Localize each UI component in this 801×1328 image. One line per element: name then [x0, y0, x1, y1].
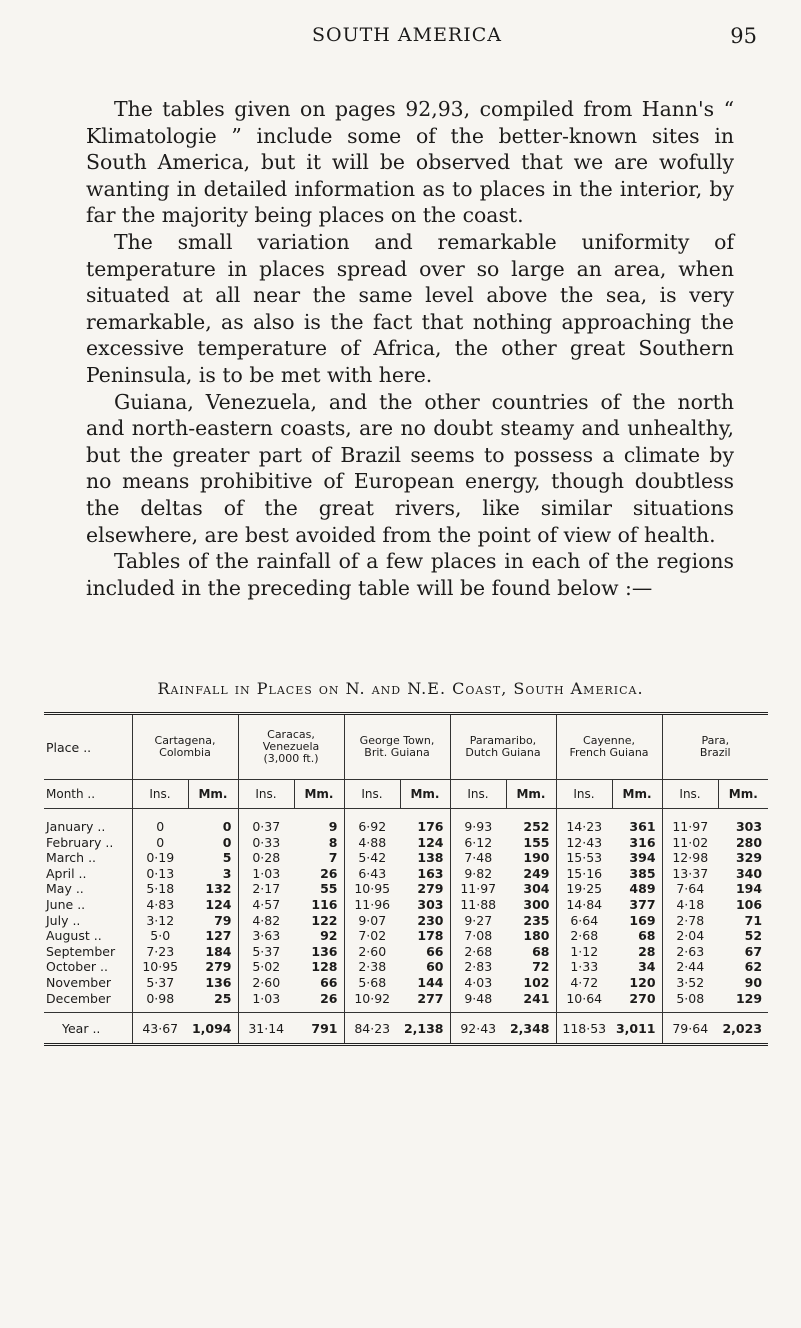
mm-header: Mm.	[400, 780, 450, 809]
ins-cell: 10·95	[344, 881, 400, 897]
station-cartagena: Cartagena, Colombia	[132, 714, 238, 780]
mm-cell: 0	[222, 834, 232, 850]
ins-cell: 19·25	[556, 881, 612, 897]
month-cell: November	[46, 974, 112, 990]
mm-cell: 8	[328, 834, 338, 850]
table-row	[44, 835, 768, 851]
mm-cell: 106	[735, 896, 763, 912]
ins-cell: 4·57	[238, 897, 294, 913]
mm-header: Mm.	[188, 780, 238, 809]
ins-cell: 9·82	[450, 866, 506, 882]
mm-cell: 26	[320, 990, 338, 1006]
paragraph-3: Guiana, Venezuela, and the other countries of the north and north-eastern coasts, are no doubt steamy and unhealthy, but the greater part of Brazil seems to possess a climate by no means prohibitive of European energy, though doubtless the deltas of the great rivers, like similar situations elsewhere, are best avoided from the point of view of health.	[86, 389, 734, 547]
ins-header: Ins.	[132, 780, 188, 809]
total-mm: 3,011	[612, 1013, 662, 1045]
total-mm: 2,023	[718, 1013, 768, 1045]
ins-cell: 11·02	[662, 835, 718, 851]
month-cell: February ..	[46, 834, 114, 850]
mm-cell: 68	[532, 943, 550, 959]
ins-cell: 10·64	[556, 991, 612, 1013]
ins-cell: 2·44	[662, 959, 718, 975]
place-label: Place ..	[46, 739, 92, 755]
mm-cell: 329	[735, 850, 763, 866]
total-ins: 43·67	[132, 1013, 188, 1045]
mm-cell: 230	[417, 912, 444, 928]
month-cell: May ..	[46, 881, 84, 897]
ins-cell: 7·08	[450, 928, 506, 944]
ins-cell: 4·18	[662, 897, 718, 913]
ins-header: Ins.	[662, 780, 718, 809]
mm-cell: 120	[629, 974, 656, 990]
ins-cell: 4·82	[238, 913, 294, 929]
mm-cell: 90	[744, 974, 763, 990]
ins-cell: 7·02	[344, 928, 400, 944]
mm-cell: 270	[629, 990, 656, 1006]
mm-cell: 129	[735, 990, 763, 1006]
ins-cell: 0·98	[132, 991, 188, 1013]
ins-cell: 13·37	[662, 866, 718, 882]
paragraph-2: The small variation and remarkable uniformity of temperature in places spread over so large an area, when situated at all near the same level above the sea, is very remarkable, as also is the fact that nothing approaching the excessive temperature of Africa, the other great Southern Peninsula, is to be met with here.	[86, 229, 734, 387]
ins-header: Ins.	[450, 780, 506, 809]
running-head	[0, 24, 801, 54]
mm-header: Mm.	[506, 780, 556, 809]
ins-cell: 7·64	[662, 881, 718, 897]
ins-cell: 2·83	[450, 959, 506, 975]
ins-cell: 11·97	[450, 881, 506, 897]
ins-cell: 3·12	[132, 913, 188, 929]
mm-cell: 124	[205, 896, 232, 912]
mm-cell: 67	[744, 943, 763, 959]
unit-header-row	[44, 780, 768, 809]
month-cell: July ..	[46, 912, 81, 928]
month-cell: January ..	[46, 819, 106, 834]
table-row	[44, 959, 768, 975]
ins-cell: 0	[132, 835, 188, 851]
mm-cell: 303	[417, 896, 444, 912]
station-header-row	[44, 714, 768, 780]
ins-cell: 5·08	[662, 991, 718, 1013]
ins-cell: 3·52	[662, 975, 718, 991]
ins-cell: 11·96	[344, 897, 400, 913]
total-ins: 92·43	[450, 1013, 506, 1045]
ins-cell: 15·16	[556, 866, 612, 882]
running-title: SOUTH AMERICA	[312, 24, 503, 46]
mm-cell: 34	[638, 959, 656, 975]
ins-cell: 7·23	[132, 944, 188, 960]
mm-cell: 25	[214, 990, 232, 1006]
table-row	[44, 866, 768, 882]
ins-cell: 6·12	[450, 835, 506, 851]
mm-cell: 176	[417, 819, 444, 834]
mm-cell: 300	[523, 896, 550, 912]
mm-cell: 180	[523, 928, 550, 944]
ins-cell: 0·19	[132, 850, 188, 866]
ins-cell: 2·17	[238, 881, 294, 897]
mm-cell: 249	[523, 865, 550, 881]
mm-cell: 194	[735, 881, 763, 897]
mm-header: Mm.	[612, 780, 662, 809]
mm-cell: 394	[629, 850, 656, 866]
total-ins: 118·53	[556, 1013, 612, 1045]
ins-cell: 9·07	[344, 913, 400, 929]
mm-cell: 361	[629, 819, 656, 834]
ins-cell: 1·33	[556, 959, 612, 975]
table-row	[44, 991, 768, 1013]
mm-cell: 377	[629, 896, 656, 912]
mm-cell: 241	[523, 990, 550, 1006]
mm-header: Mm.	[294, 780, 344, 809]
mm-cell: 279	[417, 881, 444, 897]
mm-cell: 102	[523, 974, 550, 990]
ins-cell: 11·88	[450, 897, 506, 913]
table-row	[44, 809, 768, 835]
mm-cell: 28	[638, 943, 656, 959]
mm-cell: 127	[205, 928, 232, 944]
mm-cell: 60	[426, 959, 444, 975]
mm-cell: 316	[629, 834, 656, 850]
ins-cell: 6·43	[344, 866, 400, 882]
mm-cell: 178	[417, 928, 444, 944]
ins-cell: 5·18	[132, 881, 188, 897]
ins-cell: 10·95	[132, 959, 188, 975]
ins-cell: 5·42	[344, 850, 400, 866]
station-george-town: George Town, Brit. Guiana	[344, 714, 450, 780]
month-cell: August ..	[46, 928, 102, 944]
mm-cell: 252	[523, 819, 550, 834]
table-row	[44, 897, 768, 913]
total-mm: 2,138	[400, 1013, 450, 1045]
table-row	[44, 913, 768, 929]
ins-cell: 2·78	[662, 913, 718, 929]
ins-cell: 9·27	[450, 913, 506, 929]
ins-cell: 5·37	[132, 975, 188, 991]
ins-cell: 0·13	[132, 866, 188, 882]
mm-cell: 9	[328, 819, 338, 834]
ins-cell: 2·68	[556, 928, 612, 944]
ins-cell: 14·23	[556, 809, 612, 835]
mm-cell: 235	[523, 912, 550, 928]
mm-cell: 340	[735, 865, 763, 881]
mm-cell: 155	[523, 834, 550, 850]
total-ins: 79·64	[662, 1013, 718, 1045]
month-cell: December	[46, 990, 111, 1006]
ins-cell: 3·63	[238, 928, 294, 944]
station-para: Para, Brazil	[662, 714, 768, 780]
ins-cell: 1·03	[238, 866, 294, 882]
mm-cell: 122	[311, 912, 338, 928]
table-row	[44, 928, 768, 944]
ins-cell: 4·72	[556, 975, 612, 991]
mm-cell: 124	[417, 834, 444, 850]
ins-cell: 5·02	[238, 959, 294, 975]
ins-cell: 0·33	[238, 835, 294, 851]
mm-cell: 169	[629, 912, 656, 928]
mm-cell: 190	[523, 850, 550, 866]
ins-cell: 4·88	[344, 835, 400, 851]
mm-header: Mm.	[718, 780, 768, 809]
mm-cell: 277	[417, 990, 444, 1006]
ins-header: Ins.	[556, 780, 612, 809]
ins-cell: 4·03	[450, 975, 506, 991]
month-rows	[44, 809, 768, 1013]
paragraph-1: The tables given on pages 92,93, compiled from Hann's “ Klimatologie ” include some of the better-known sites in South America, but it will be observed that we are wofully wanting in detailed information as to places in the interior, by far the majority being places on the coast.	[86, 97, 734, 228]
ins-cell: 0·37	[238, 809, 294, 835]
ins-cell: 12·43	[556, 835, 612, 851]
ins-cell: 2·68	[450, 944, 506, 960]
mm-cell: 163	[417, 865, 444, 881]
ins-cell: 2·04	[662, 928, 718, 944]
ins-cell: 2·63	[662, 944, 718, 960]
ins-cell: 1·03	[238, 991, 294, 1013]
ins-cell: 2·60	[344, 944, 400, 960]
mm-cell: 68	[638, 928, 656, 944]
ins-cell: 1·12	[556, 944, 612, 960]
mm-cell: 62	[744, 959, 763, 975]
ins-header: Ins.	[344, 780, 400, 809]
mm-cell: 144	[417, 974, 444, 990]
total-mm: 2,348	[506, 1013, 556, 1045]
mm-cell: 66	[426, 943, 444, 959]
month-cell: September	[46, 943, 116, 959]
mm-cell: 3	[222, 865, 232, 881]
total-ins: 31·14	[238, 1013, 294, 1045]
total-mm: 1,094	[188, 1013, 238, 1045]
ins-cell: 0	[132, 809, 188, 835]
ins-cell: 5·68	[344, 975, 400, 991]
month-cell: March ..	[46, 850, 97, 866]
mm-cell: 132	[205, 881, 232, 897]
year-label: Year ..	[44, 1013, 132, 1045]
ins-header: Ins.	[238, 780, 294, 809]
mm-cell: 7	[328, 850, 338, 866]
ins-cell: 0·28	[238, 850, 294, 866]
table-row	[44, 850, 768, 866]
total-ins: 84·23	[344, 1013, 400, 1045]
mm-cell: 128	[311, 959, 338, 975]
ins-cell: 6·64	[556, 913, 612, 929]
ins-cell: 9·48	[450, 991, 506, 1013]
ins-cell: 14·84	[556, 897, 612, 913]
table-row	[44, 975, 768, 991]
station-paramaribo: Paramaribo, Dutch Guiana	[450, 714, 556, 780]
ins-cell: 11·97	[662, 809, 718, 835]
mm-cell: 184	[205, 943, 232, 959]
mm-cell: 5	[222, 850, 232, 866]
mm-cell: 304	[523, 881, 550, 897]
mm-cell: 303	[735, 819, 763, 834]
month-cell: April ..	[46, 865, 87, 881]
mm-cell: 279	[205, 959, 232, 975]
ins-cell: 10·92	[344, 991, 400, 1013]
mm-cell: 26	[320, 865, 338, 881]
station-cayenne: Cayenne, French Guiana	[556, 714, 662, 780]
total-mm: 791	[294, 1013, 344, 1045]
mm-cell: 0	[222, 819, 232, 834]
mm-cell: 489	[629, 881, 656, 897]
mm-cell: 116	[311, 896, 338, 912]
year-total-row	[44, 1013, 768, 1045]
table-row	[44, 881, 768, 897]
ins-cell: 4·83	[132, 897, 188, 913]
ins-cell: 12·98	[662, 850, 718, 866]
mm-cell: 66	[320, 974, 338, 990]
ins-cell: 7·48	[450, 850, 506, 866]
month-cell: June ..	[46, 896, 86, 912]
body-text	[86, 96, 734, 601]
ins-cell: 2·60	[238, 975, 294, 991]
mm-cell: 385	[629, 865, 656, 881]
mm-cell: 92	[320, 928, 338, 944]
ins-cell: 6·92	[344, 809, 400, 835]
ins-cell: 15·53	[556, 850, 612, 866]
ins-cell: 2·38	[344, 959, 400, 975]
rainfall-table	[44, 712, 768, 1046]
paragraph-4: Tables of the rainfall of a few places in each of the regions included in the preceding table will be found below :—	[86, 549, 734, 600]
mm-cell: 71	[744, 912, 763, 928]
mm-cell: 138	[417, 850, 444, 866]
ins-cell: 5·37	[238, 944, 294, 960]
table-row	[44, 944, 768, 960]
station-caracas: Caracas, Venezuela (3,000 ft.)	[238, 714, 344, 780]
mm-cell: 79	[214, 912, 232, 928]
ins-cell: 9·93	[450, 809, 506, 835]
mm-cell: 136	[311, 943, 338, 959]
table-caption: Rainfall in Places on N. and N.E. Coast, South America.	[157, 679, 644, 698]
ins-cell: 5·0	[132, 928, 188, 944]
mm-cell: 52	[744, 928, 763, 944]
month-label: Month ..	[44, 780, 132, 809]
mm-cell: 55	[320, 881, 338, 897]
mm-cell: 280	[735, 834, 763, 850]
month-cell: October ..	[46, 959, 108, 975]
mm-cell: 72	[532, 959, 550, 975]
page-number: 95	[730, 24, 757, 48]
mm-cell: 136	[205, 974, 232, 990]
